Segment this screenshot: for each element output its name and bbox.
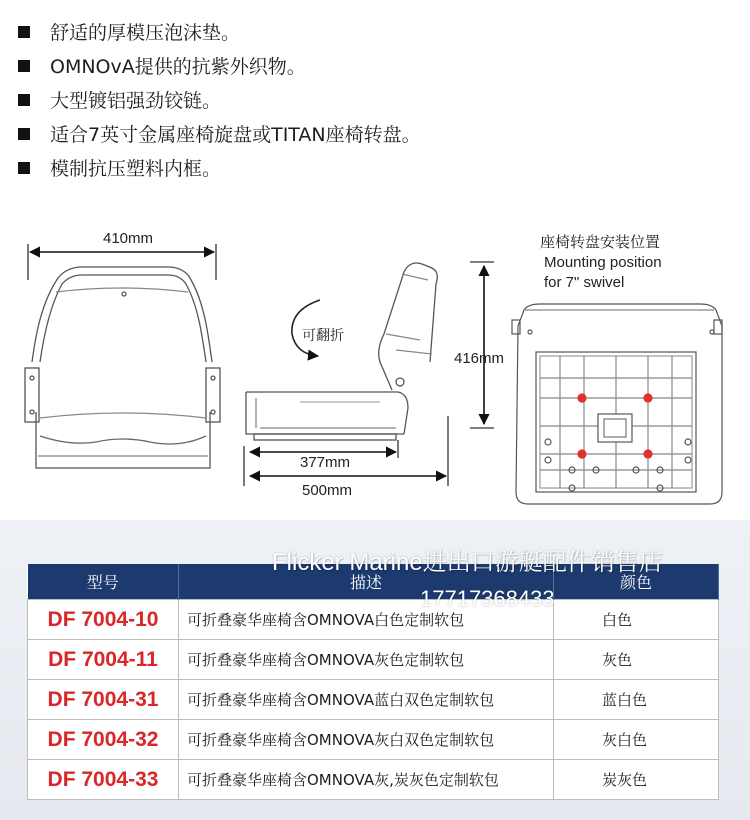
swivel-position-en-2: for 7" swivel xyxy=(544,274,625,291)
model-cell: DF 7004-10 xyxy=(28,600,179,640)
phone-watermark: 17717368433 xyxy=(420,586,555,611)
height-label: 416mm xyxy=(454,350,505,367)
description-cell: 可折叠豪华座椅含OMNOVA蓝白双色定制软包 xyxy=(179,680,554,720)
model-cell: DF 7004-33 xyxy=(28,760,179,800)
feature-item xyxy=(18,14,421,48)
bullet-icon xyxy=(18,26,30,38)
total-depth-label: 500mm xyxy=(302,482,353,499)
fold-label: 可翻折 xyxy=(302,327,344,343)
feature-text: OMNOvA提供的抗紫外织物。 xyxy=(50,55,306,78)
bullet-icon xyxy=(18,162,30,174)
table-row xyxy=(28,640,719,680)
color-cell: 灰色 xyxy=(554,640,719,680)
bullet-icon xyxy=(18,60,30,72)
model-cell: DF 7004-31 xyxy=(28,680,179,720)
description-cell: 可折叠豪华座椅含OMNOVA白色定制软包 xyxy=(179,600,554,640)
bullet-icon xyxy=(18,128,30,140)
color-cell: 灰白色 xyxy=(554,720,719,760)
header-model: 型号 xyxy=(28,564,179,600)
seat-side-view xyxy=(244,262,494,486)
width-label: 410mm xyxy=(103,230,154,247)
table-row xyxy=(28,680,719,720)
feature-list xyxy=(18,14,421,184)
description-cell: 可折叠豪华座椅含OMNOVA灰,炭灰色定制软包 xyxy=(179,760,554,800)
seat-bottom-view xyxy=(512,304,722,504)
seat-dimension-drawing xyxy=(0,222,750,512)
table-row xyxy=(28,600,719,640)
feature-text: 模制抗压塑料内框。 xyxy=(50,157,222,180)
swivel-position-en-1: Mounting position xyxy=(544,254,662,271)
feature-item xyxy=(18,82,421,116)
feature-text: 大型镀铝强劲铰链。 xyxy=(50,89,222,112)
model-cell: DF 7004-32 xyxy=(28,720,179,760)
bullet-icon xyxy=(18,94,30,106)
seat-depth-label: 377mm xyxy=(300,454,351,471)
model-cell: DF 7004-11 xyxy=(28,640,179,680)
spec-table xyxy=(27,564,719,800)
feature-item xyxy=(18,48,421,82)
color-cell: 白色 xyxy=(554,600,719,640)
header-color: 颜色 xyxy=(554,564,719,600)
shop-watermark: Flicker Marine进出口游艇配件销售店 xyxy=(272,549,663,576)
feature-item xyxy=(18,150,421,184)
color-cell: 炭灰色 xyxy=(554,760,719,800)
feature-item xyxy=(18,116,421,150)
header-description: 描述 xyxy=(179,564,554,600)
feature-text: 舒适的厚模压泡沫垫。 xyxy=(50,21,241,44)
color-cell: 蓝白色 xyxy=(554,680,719,720)
table-row xyxy=(28,720,719,760)
feature-text: 适合7英寸金属座椅旋盘或TITAN座椅转盘。 xyxy=(50,123,421,146)
swivel-position-cn: 座椅转盘安装位置 xyxy=(540,234,661,251)
table-row xyxy=(28,760,719,800)
seat-front-view xyxy=(25,244,220,468)
description-cell: 可折叠豪华座椅含OMNOVA灰白双色定制软包 xyxy=(179,720,554,760)
description-cell: 可折叠豪华座椅含OMNOVA灰色定制软包 xyxy=(179,640,554,680)
